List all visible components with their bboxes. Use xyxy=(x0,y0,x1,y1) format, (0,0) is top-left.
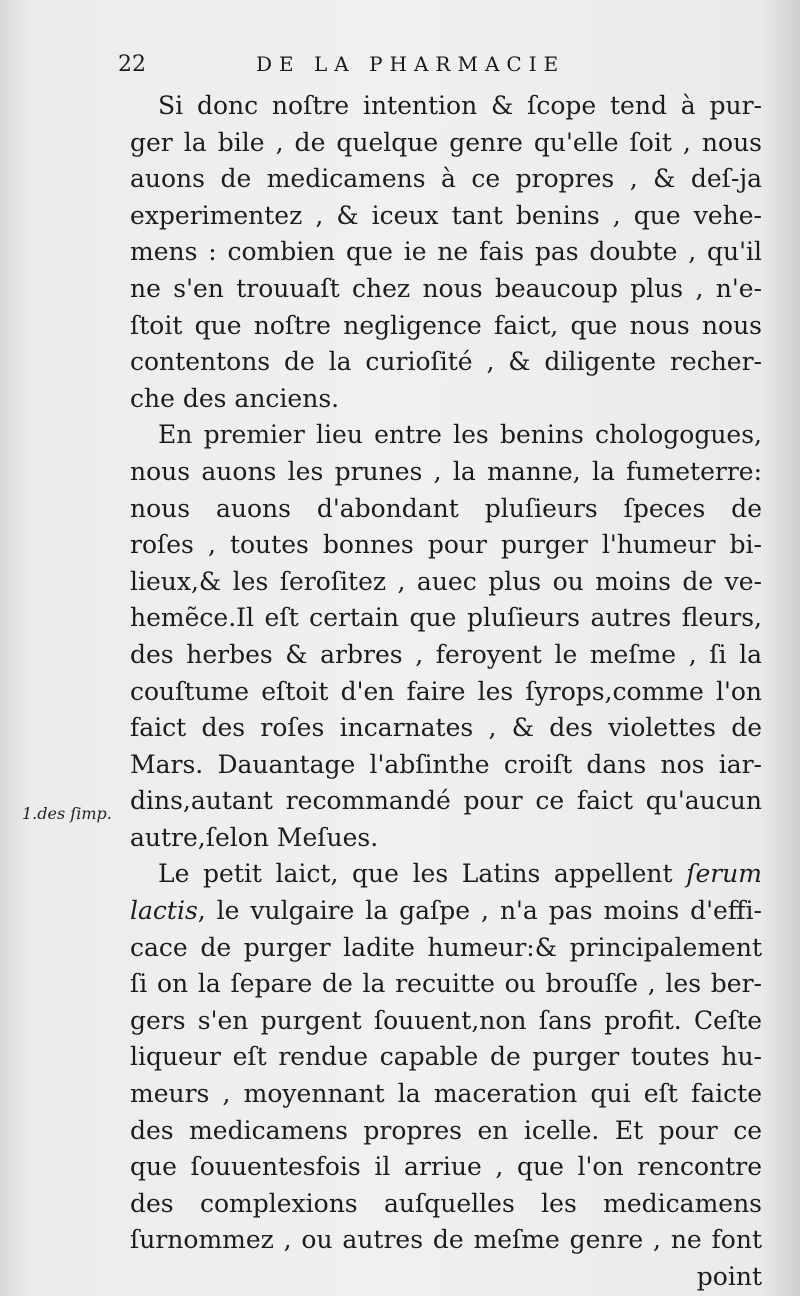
text-line xyxy=(130,893,762,930)
text-line: nous auons les prunes , la manne, la fumeterre: xyxy=(130,456,762,486)
body-text xyxy=(130,88,762,1296)
margin-note: 1.des ſimp. xyxy=(22,804,112,823)
text-line: ſtoit que noſtre negligence faict, que nous nous xyxy=(130,310,762,340)
text-line: roſes , toutes bonnes pour purger l'humeur bi- xyxy=(130,530,762,560)
text-line: che des anciens. xyxy=(130,383,340,413)
text-line: ſurnommez , ou autres de meſme genre , ne font xyxy=(130,1225,762,1255)
text-line xyxy=(130,856,762,893)
text-segment: Le petit laict, que les Latins appellent xyxy=(158,859,673,889)
text-line: Mars. Dauantage l'abſinthe croiſt dans nos iar- xyxy=(130,749,762,779)
text-line: dins,autant recommandé pour ce faict qu'aucun xyxy=(130,786,762,816)
text-line: ger la bile , de quelque genre qu'elle ſoit , nous xyxy=(130,127,762,157)
text-line: que ſouuentesfois il arriue , que l'on rencontre xyxy=(130,1152,762,1182)
catchword: point xyxy=(696,1262,762,1291)
text-line: nous auons d'abondant pluſieurs ſpeces de xyxy=(130,493,762,523)
text-segment: , le vulgaire la gaſpe , n'a pas moins d'effi- xyxy=(197,896,762,926)
page-header xyxy=(118,52,618,82)
text-line: faict des roſes incarnates , & des violettes de xyxy=(130,713,762,743)
text-line: auons de medicamens à ce propres , & deſ-ja xyxy=(130,164,762,194)
text-line: experimentez , & iceux tant benins , que vehe- xyxy=(130,200,762,230)
text-line: contentons de la curioſité , & diligente recher- xyxy=(130,347,762,377)
latin-term: lactis xyxy=(130,896,198,926)
text-line: couſtume eſtoit d'en faire les ſyrops,comme l'on xyxy=(130,676,762,706)
page-number: 22 xyxy=(118,52,146,77)
text-line: ſi on la ſepare de la recuitte ou brouſſe , les ber- xyxy=(130,969,762,999)
text-line: des herbes & arbres , feroyent le meſme , ſi la xyxy=(130,639,762,669)
latin-term: ſerum xyxy=(686,859,762,889)
text-line: ne s'en trouuaſt chez nous beaucoup plus , n'e- xyxy=(130,273,762,303)
text-line: des medicamens propres en icelle. Et pour ce xyxy=(130,1115,762,1145)
text-line: Si donc noſtre intention & ſcope tend à pur- xyxy=(158,91,762,120)
text-line: des complexions auſquelles les medicamens xyxy=(130,1188,762,1218)
text-line: lieux,& les ſeroſitez , auec plus ou moins de ve- xyxy=(130,566,762,596)
text-line: meurs , moyennant la maceration qui eſt faicte xyxy=(130,1079,762,1109)
text-line: gers s'en purgent ſouuent,non ſans profit. Ceſte xyxy=(130,1005,762,1035)
text-line: En premier lieu entre les benins chologogues, xyxy=(158,420,762,450)
running-title: DE LA PHARMACIE xyxy=(256,52,566,76)
text-line: liqueur eſt rendue capable de purger toutes hu- xyxy=(130,1042,762,1072)
text-line: cace de purger ladite humeur:& principalement xyxy=(130,932,762,962)
text-line: mens : combien que ie ne fais pas doubte , qu'il xyxy=(130,237,762,267)
text-line: autre,ſelon Meſues. xyxy=(130,822,379,852)
text-line: hemẽce.Il eſt certain que pluſieurs autres fleurs, xyxy=(130,603,762,633)
